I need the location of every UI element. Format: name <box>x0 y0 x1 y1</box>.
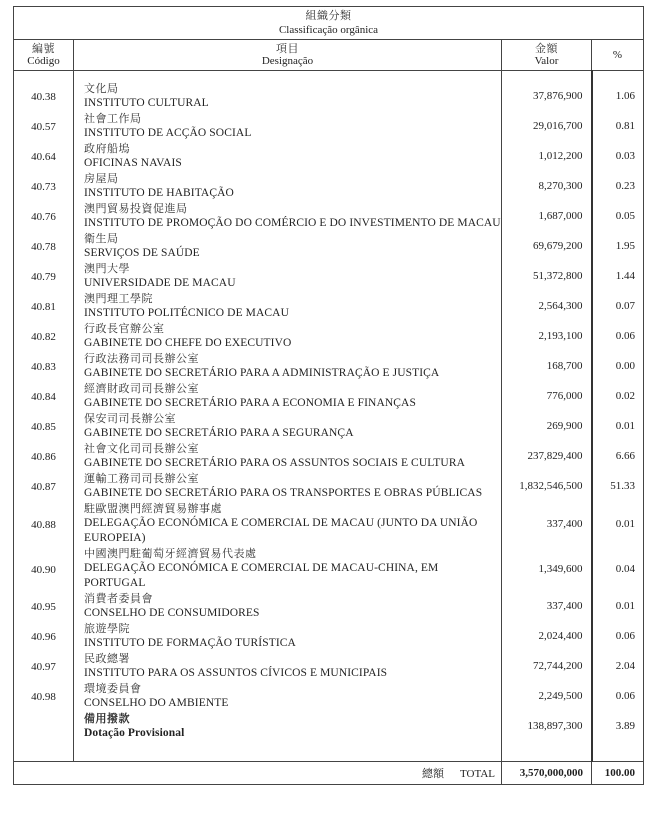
row-name-pt: INSTITUTO CULTURAL <box>84 97 209 109</box>
row-percent: 51.33 <box>592 471 644 501</box>
provision-pt: Dotação Provisional <box>84 727 185 739</box>
provision-zh: 備用撥款 <box>84 712 130 725</box>
row-name-zh: 房屋局 <box>84 172 119 185</box>
column-header-row <box>14 40 644 71</box>
table-row <box>14 141 644 171</box>
row-code: 40.57 <box>14 111 74 141</box>
table-row <box>14 291 644 321</box>
row-name-pt: GABINETE DO SECRETÁRIO PARA OS TRANSPORTES E OBRAS PÚBLICAS <box>84 487 483 499</box>
row-name-zh: 政府船塢 <box>84 142 130 155</box>
row-value: 1,349,600 <box>502 546 592 591</box>
row-designation <box>74 591 502 621</box>
row-value: 69,679,200 <box>502 231 592 261</box>
row-designation <box>74 231 502 261</box>
row-name-pt: INSTITUTO DE ACÇÃO SOCIAL <box>84 127 252 139</box>
total-label-zh: 總額 <box>422 767 445 780</box>
header-code-pt: Código <box>27 55 60 67</box>
row-name-pt: OFICINAS NAVAIS <box>84 157 182 169</box>
row-percent: 0.01 <box>592 591 644 621</box>
row-designation <box>74 351 502 381</box>
row-name-zh: 保安司司長辦公室 <box>84 412 176 425</box>
row-percent: 0.01 <box>592 411 644 441</box>
row-code: 40.86 <box>14 441 74 471</box>
row-code: 40.90 <box>14 546 74 591</box>
row-name-zh: 環境委員會 <box>84 682 142 695</box>
row-designation <box>74 111 502 141</box>
row-name-pt: CONSELHO DO AMBIENTE <box>84 697 229 709</box>
row-code: 40.97 <box>14 651 74 681</box>
table-row <box>14 201 644 231</box>
row-code: 40.64 <box>14 141 74 171</box>
row-percent: 0.00 <box>592 351 644 381</box>
row-value: 1,012,200 <box>502 141 592 171</box>
table-row <box>14 351 644 381</box>
row-percent: 1.06 <box>592 81 644 111</box>
row-name-pt: INSTITUTO POLITÉCNICO DE MACAU <box>84 307 289 319</box>
row-designation <box>74 651 502 681</box>
row-value: 2,564,300 <box>502 291 592 321</box>
table-row <box>14 231 644 261</box>
row-value: 237,829,400 <box>502 441 592 471</box>
row-designation <box>74 291 502 321</box>
row-code: 40.81 <box>14 291 74 321</box>
row-value: 2,249,500 <box>502 681 592 711</box>
total-label-pt: TOTAL <box>460 768 495 780</box>
row-percent: 0.06 <box>592 621 644 651</box>
row-name-zh: 駐歐盟澳門經濟貿易辦事處 <box>84 502 222 515</box>
row-name-zh: 文化局 <box>84 82 119 95</box>
row-percent: 6.66 <box>592 441 644 471</box>
row-designation <box>74 471 502 501</box>
table-row <box>14 411 644 441</box>
table-row <box>14 381 644 411</box>
row-percent: 0.02 <box>592 381 644 411</box>
row-value: 168,700 <box>502 351 592 381</box>
row-name-zh: 社會文化司司長辦公室 <box>84 442 199 455</box>
row-name-zh: 旅遊學院 <box>84 622 130 635</box>
table-row <box>14 501 644 546</box>
row-designation <box>74 171 502 201</box>
row-code: 40.95 <box>14 591 74 621</box>
row-code: 40.73 <box>14 171 74 201</box>
table-row <box>14 111 644 141</box>
provision-pct: 3.89 <box>592 711 644 741</box>
header-percent: % <box>592 40 644 71</box>
row-code: 40.83 <box>14 351 74 381</box>
header-code-zh: 編號 <box>32 42 55 55</box>
title-zh: 組織分類 <box>305 9 352 22</box>
row-name-zh: 衛生局 <box>84 232 119 245</box>
row-value: 37,876,900 <box>502 81 592 111</box>
row-percent: 0.01 <box>592 501 644 546</box>
row-name-pt: GABINETE DO SECRETÁRIO PARA OS ASSUNTOS SOCIAIS E CULTURA <box>84 457 465 469</box>
row-percent: 1.44 <box>592 261 644 291</box>
row-percent: 0.23 <box>592 171 644 201</box>
row-name-zh: 澳門大學 <box>84 262 130 275</box>
table-row <box>14 261 644 291</box>
row-designation <box>74 321 502 351</box>
row-value: 51,372,800 <box>502 261 592 291</box>
row-name-pt: INSTITUTO PARA OS ASSUNTOS CÍVICOS E MUNICIPAIS <box>84 667 388 679</box>
row-designation <box>74 261 502 291</box>
table-row <box>14 321 644 351</box>
title-pt: Classificação orgânica <box>278 24 379 36</box>
row-designation <box>74 411 502 441</box>
table-title-row <box>14 7 644 40</box>
row-percent: 0.03 <box>592 141 644 171</box>
row-value: 72,744,200 <box>502 651 592 681</box>
row-name-zh: 澳門貿易投資促進局 <box>84 202 188 215</box>
header-value-zh: 金額 <box>535 42 558 55</box>
row-value: 776,000 <box>502 381 592 411</box>
row-value: 2,024,400 <box>502 621 592 651</box>
row-name-zh: 行政長官辦公室 <box>84 322 165 335</box>
provision-row <box>14 711 644 741</box>
row-code: 40.88 <box>14 501 74 546</box>
row-code: 40.78 <box>14 231 74 261</box>
row-name-pt: INSTITUTO DE PROMOÇÃO DO COMÉRCIO E DO INVESTIMENTO DE MACAU <box>84 217 501 229</box>
row-name-zh: 經濟財政司司長辦公室 <box>84 382 199 395</box>
table-row <box>14 471 644 501</box>
row-value: 8,270,300 <box>502 171 592 201</box>
table-row <box>14 171 644 201</box>
row-name-pt: INSTITUTO DE HABITAÇÃO <box>84 187 234 199</box>
row-value: 1,832,546,500 <box>502 471 592 501</box>
row-value: 337,400 <box>502 501 592 546</box>
row-percent: 0.04 <box>592 546 644 591</box>
row-name-zh: 民政總署 <box>84 652 130 665</box>
row-code: 40.98 <box>14 681 74 711</box>
row-percent: 1.95 <box>592 231 644 261</box>
row-designation <box>74 141 502 171</box>
row-name-zh: 運輸工務司司長辦公室 <box>84 472 199 485</box>
total-row <box>14 762 644 785</box>
row-name-zh: 社會工作局 <box>84 112 142 125</box>
header-value-pt: Valor <box>534 55 559 67</box>
table-row <box>14 621 644 651</box>
row-code: 40.82 <box>14 321 74 351</box>
row-name-zh: 中國澳門駐葡萄牙經濟貿易代表處 <box>84 547 257 560</box>
row-percent: 2.04 <box>592 651 644 681</box>
row-value: 1,687,000 <box>502 201 592 231</box>
table-row <box>14 681 644 711</box>
table-body <box>14 71 644 712</box>
row-name-pt: GABINETE DO SECRETÁRIO PARA A ECONOMIA E FINANÇAS <box>84 397 416 409</box>
row-name-pt: DELEGAÇÃO ECONÓMICA E COMERCIAL DE MACAU (JUNTO DA UNIÃO EUROPEIA) <box>84 517 478 544</box>
row-percent: 0.05 <box>592 201 644 231</box>
table-title <box>14 7 644 40</box>
row-code: 40.79 <box>14 261 74 291</box>
row-value: 337,400 <box>502 591 592 621</box>
total-pct: 100.00 <box>592 762 644 785</box>
row-designation <box>74 681 502 711</box>
total-label <box>14 762 502 785</box>
row-percent: 0.06 <box>592 321 644 351</box>
row-value: 2,193,100 <box>502 321 592 351</box>
row-name-pt: SERVIÇOS DE SAÚDE <box>84 247 200 259</box>
row-name-pt: DELEGAÇÃO ECONÓMICA E COMERCIAL DE MACAU-CHINA, EM PORTUGAL <box>84 562 439 589</box>
row-designation <box>74 81 502 111</box>
table-row <box>14 81 644 111</box>
row-code: 40.76 <box>14 201 74 231</box>
row-code: 40.96 <box>14 621 74 651</box>
row-name-pt: GABINETE DO SECRETÁRIO PARA A SEGURANÇA <box>84 427 354 439</box>
row-code: 40.38 <box>14 81 74 111</box>
row-name-zh: 消費者委員會 <box>84 592 153 605</box>
row-value: 269,900 <box>502 411 592 441</box>
budget-page <box>13 6 643 785</box>
row-code: 40.85 <box>14 411 74 441</box>
header-designation <box>74 40 502 71</box>
row-percent: 0.07 <box>592 291 644 321</box>
header-desc-zh: 項目 <box>276 42 299 55</box>
row-name-pt: INSTITUTO DE FORMAÇÃO TURÍSTICA <box>84 637 296 649</box>
row-code: 40.84 <box>14 381 74 411</box>
table-row <box>14 546 644 591</box>
row-name-pt: UNIVERSIDADE DE MACAU <box>84 277 236 289</box>
row-percent: 0.81 <box>592 111 644 141</box>
provision-value: 138,897,300 <box>502 711 592 741</box>
row-value: 29,016,700 <box>502 111 592 141</box>
row-designation <box>74 501 502 546</box>
header-value <box>502 40 592 71</box>
row-designation <box>74 621 502 651</box>
row-name-pt: GABINETE DO CHEFE DO EXECUTIVO <box>84 337 292 349</box>
row-name-zh: 行政法務司司長辦公室 <box>84 352 199 365</box>
header-desc-pt: Designação <box>261 55 314 67</box>
table-row <box>14 591 644 621</box>
row-designation <box>74 441 502 471</box>
row-name-pt: CONSELHO DE CONSUMIDORES <box>84 607 260 619</box>
table-row <box>14 651 644 681</box>
row-designation <box>74 546 502 591</box>
total-value: 3,570,000,000 <box>502 762 592 785</box>
header-code <box>14 40 74 71</box>
row-designation <box>74 381 502 411</box>
row-percent: 0.06 <box>592 681 644 711</box>
row-code: 40.87 <box>14 471 74 501</box>
table-row <box>14 441 644 471</box>
row-name-zh: 澳門理工學院 <box>84 292 153 305</box>
row-designation <box>74 201 502 231</box>
organic-classification-table <box>13 6 644 785</box>
row-name-pt: GABINETE DO SECRETÁRIO PARA A ADMINISTRAÇÃO E JUSTIÇA <box>84 367 440 379</box>
